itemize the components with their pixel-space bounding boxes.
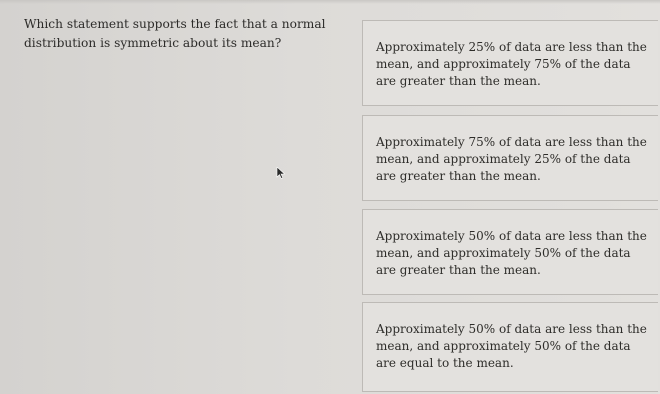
question-text: Which statement supports the fact that a normal distribution is symmetric about its mean? (24, 17, 326, 50)
answer-choice-2[interactable]: Approximately 75% of data are less than the mean, and approximately 25% of the data are greater than the mean. (362, 115, 658, 201)
answer-choice-4[interactable]: Approximately 50% of data are less than the mean, and approximately 50% of the data are equal to the mean. (362, 302, 658, 392)
answer-choice-3[interactable]: Approximately 50% of data are less than the mean, and approximately 50% of the data are greater than the mean. (362, 209, 658, 295)
answer-choice-1[interactable]: Approximately 25% of data are less than the mean, and approximately 75% of the data are greater than the mean. (362, 20, 658, 106)
page-top-edge (0, 0, 660, 4)
mouse-pointer-icon (276, 167, 286, 179)
